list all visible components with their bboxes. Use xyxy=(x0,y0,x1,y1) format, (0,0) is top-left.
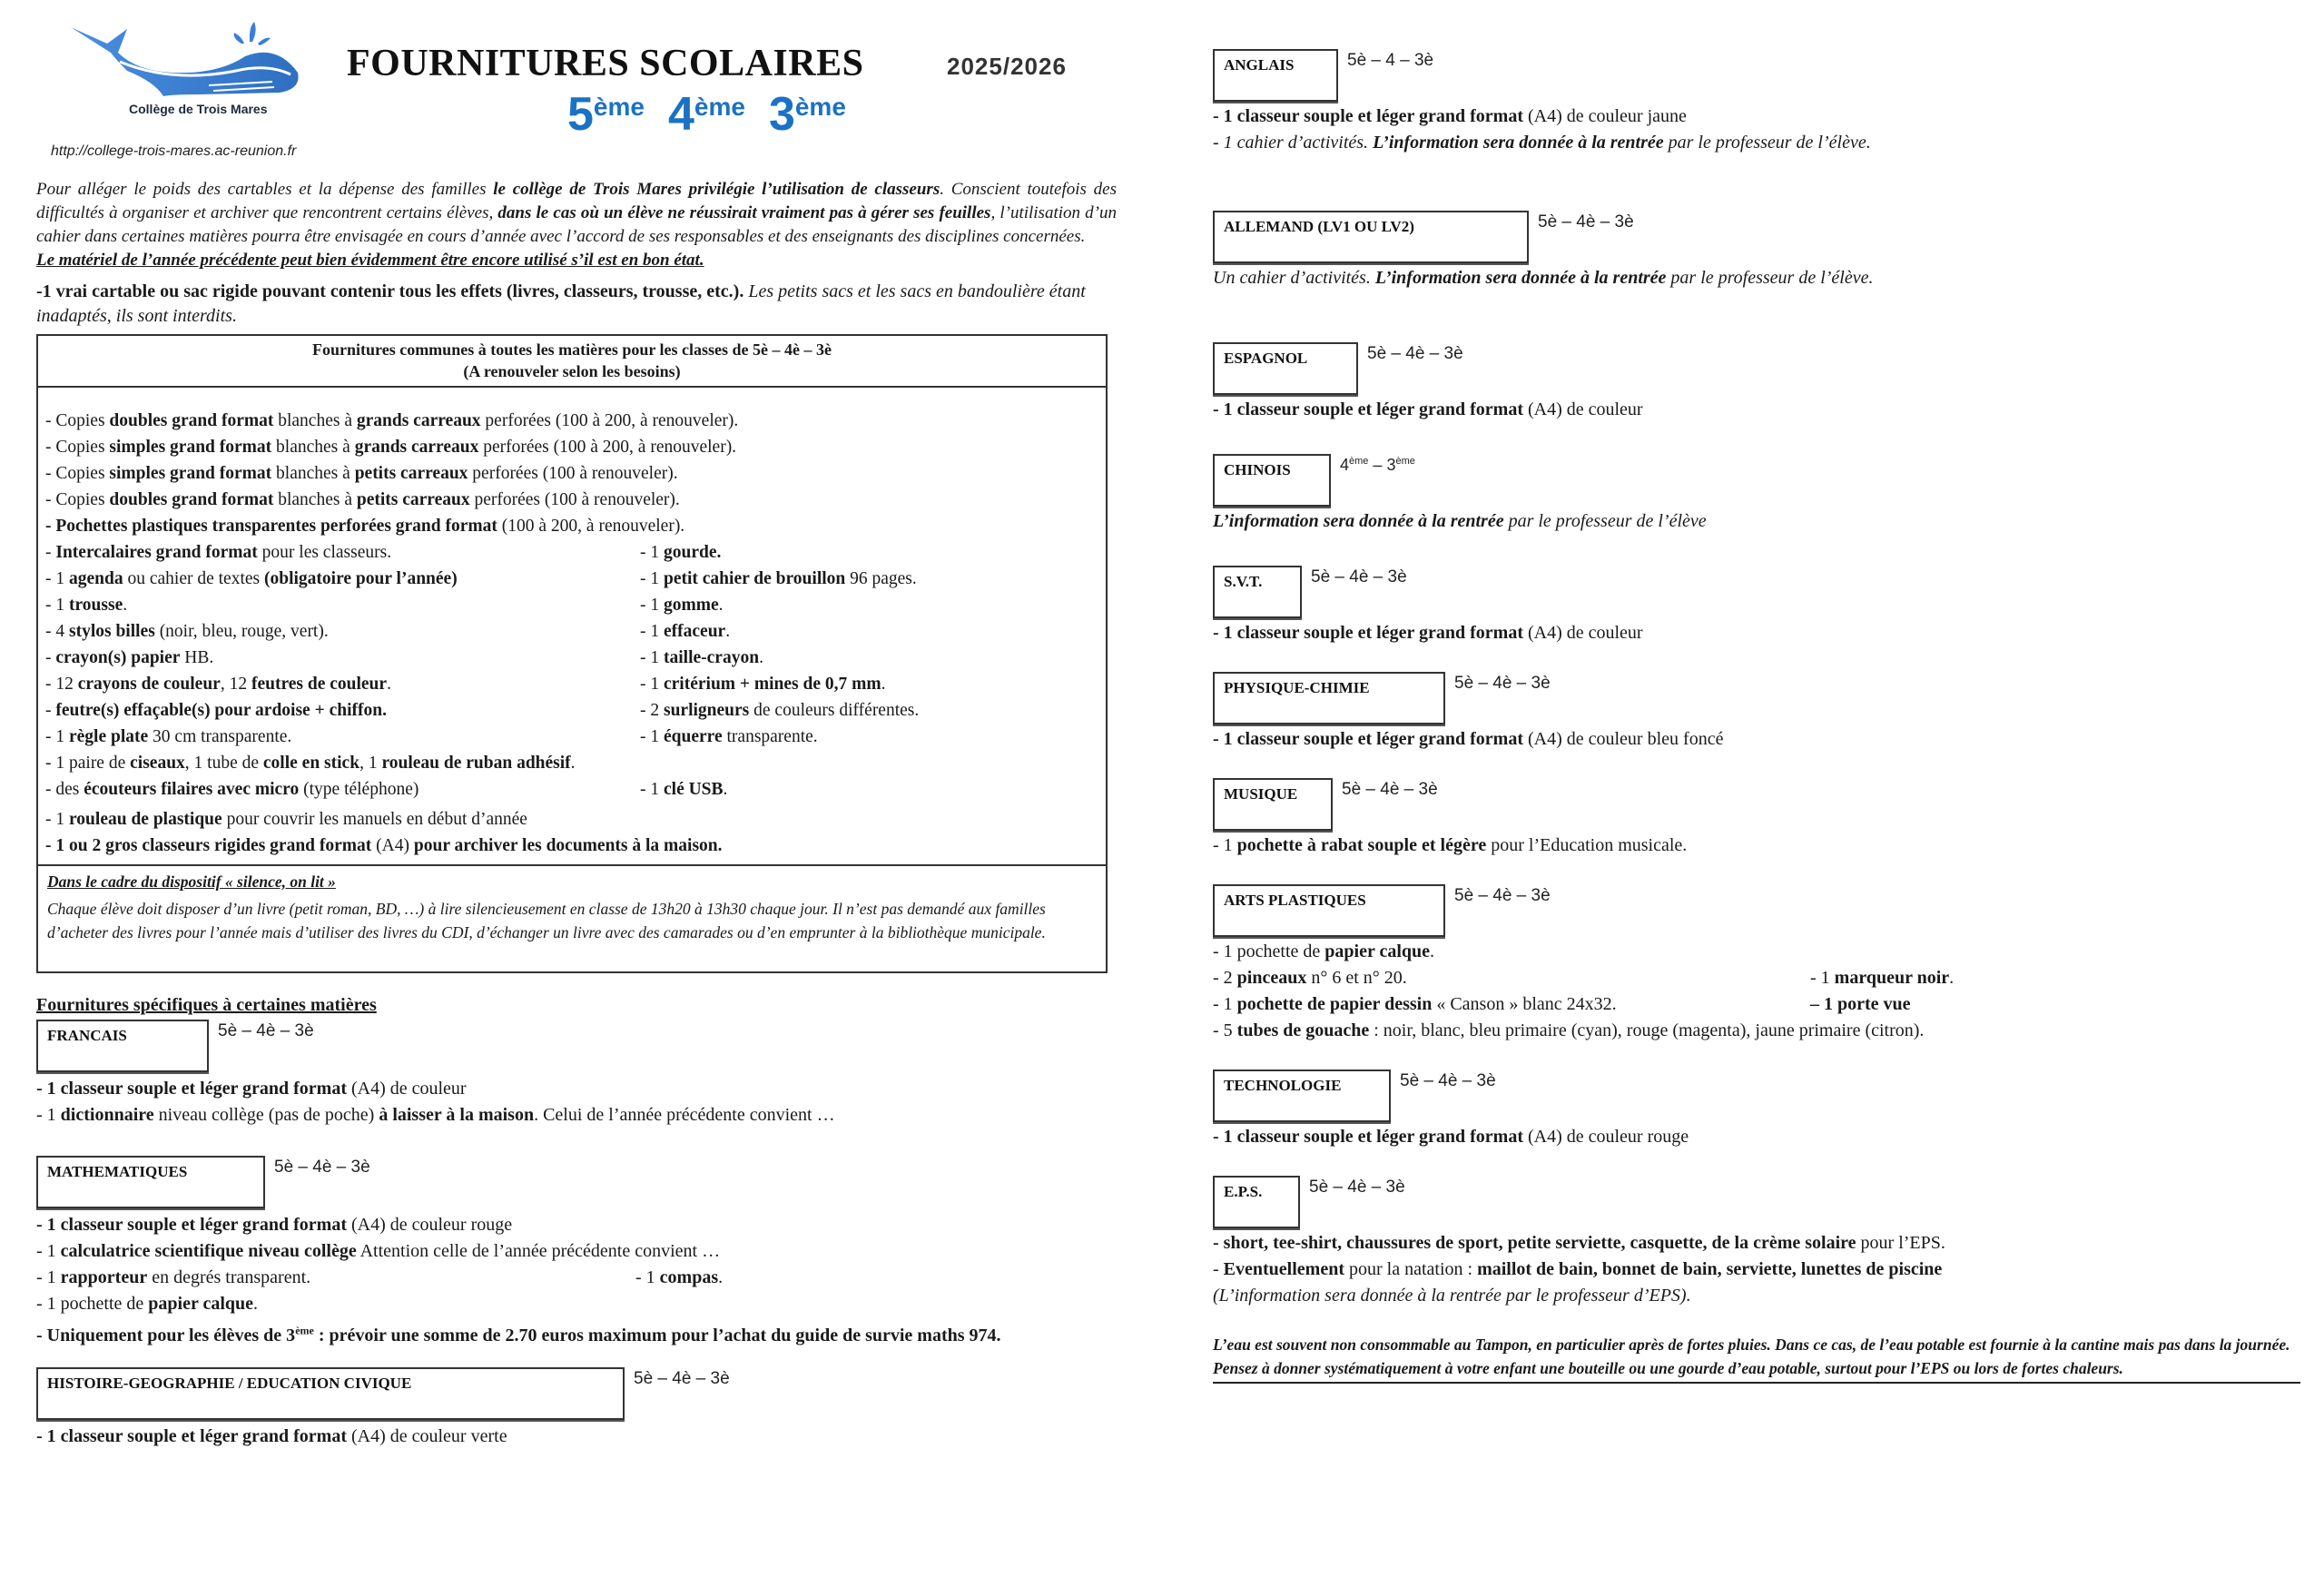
subject-grades: 5è – 4è – 3è xyxy=(1538,212,1634,232)
subject-grades: 5è – 4è – 3è xyxy=(274,1158,370,1177)
subject-maths xyxy=(36,1156,1117,1349)
logo-text: Collège de Trois Mares xyxy=(129,102,268,116)
list-item: - Intercalaires grand format pour les classeurs. - 1 gourde. xyxy=(45,543,722,562)
subject-svt xyxy=(1213,566,2311,646)
subject-items: L’information sera donnée à la rentrée par le professeur de l’élève xyxy=(1213,511,1707,531)
list-item: - 1 agenda ou cahier de textes (obligatoire pour l’année) - 1 petit cahier de brouillon 96 pages. xyxy=(45,569,917,588)
school-year: 2025/2026 xyxy=(947,53,1067,80)
subject-grades: 5è – 4è – 3è xyxy=(1454,886,1551,905)
subject-label: HISTOIRE-GEOGRAPHIE / EDUCATION CIVIQUE xyxy=(36,1367,625,1420)
subject-label: MATHEMATIQUES xyxy=(36,1156,265,1208)
specific-supplies-title: Fournitures spécifiques à certaines matières xyxy=(36,995,377,1015)
common-supplies-box xyxy=(36,334,1108,973)
subject-label: FRANCAIS xyxy=(36,1020,209,1072)
right-column xyxy=(1213,49,2311,1384)
subject-items: - 1 classeur souple et léger grand format (A4) de couleur jaune - 1 cahier d’activités. L’information sera donnée à la rentrée par le professeur de l’élève. xyxy=(1213,106,1871,153)
subject-physique xyxy=(1213,672,2311,753)
subject-items: - 1 classeur souple et léger grand format (A4) de couleur xyxy=(1213,623,1643,643)
subject-label: S.V.T. xyxy=(1213,566,1302,618)
subject-items: - 1 classeur souple et léger grand format (A4) de couleur - 1 dictionnaire niveau collège (pas de poche) à laisser à la maison. Celui de l’année précédente convient … xyxy=(36,1079,835,1125)
reuse-note: Le matériel de l’année précédente peut bien évidemment être encore utilisé s’il est en bon état. xyxy=(36,251,704,270)
list-item: - 1 règle plate 30 cm transparente. - 1 équerre transparente. xyxy=(45,727,818,746)
list-item: - Copies doubles grand format blanches à petits carreaux perforées (100 à renouveler). xyxy=(45,490,680,509)
subject-grades: 4ème – 3ème xyxy=(1340,456,1415,474)
common-supplies-header: Fournitures communes à toutes les matières pour les classes de 5è – 4è – 3è (A renouveler selon les besoins) xyxy=(38,336,1106,388)
level-3: 3ème xyxy=(768,88,846,141)
page-title: FOURNITURES SCOLAIRES xyxy=(347,43,864,84)
subject-espagnol xyxy=(1213,342,2311,423)
list-item: - Copies simples grand format blanches à grands carreaux perforées (100 à 200, à renouveler). xyxy=(45,438,737,457)
level-4: 4ème xyxy=(667,88,745,141)
subject-eps xyxy=(1213,1176,2311,1309)
subject-label: E.P.S. xyxy=(1213,1176,1300,1228)
divider xyxy=(1213,1382,2300,1384)
subject-label: ALLEMAND (LV1 OU LV2) xyxy=(1213,211,1529,263)
reading-program xyxy=(38,864,1106,971)
subject-items: - 1 pochette de papier calque. - 2 pinceaux n° 6 et n° 20. - 1 marqueur noir. - 1 pochette de papier dessin « Canson » blanc 24x32. – 1 porte vue - 5 tubes de gouache : noir, blanc, bleu primaire (cyan), rouge (magenta), jaune primaire (citron). xyxy=(1213,941,1955,1040)
list-item: - 1 ou 2 gros classeurs rigides grand format (A4) pour archiver les documents à la maison. xyxy=(45,836,723,855)
common-supplies-list xyxy=(38,388,1106,864)
subject-items: - 1 pochette à rabat souple et légère pour l’Education musicale. xyxy=(1213,835,1688,855)
list-item: - feutre(s) effaçable(s) pour ardoise + chiffon. - 2 surligneurs de couleurs différentes. xyxy=(45,701,920,720)
cartable-note: -1 vrai cartable ou sac rigide pouvant contenir tous les effets (livres, classeurs, trousse, etc.). Les petits sacs et les sacs en bandoulière étant inadaptés, ils sont interdits. xyxy=(36,281,1086,326)
left-column xyxy=(36,178,1117,1450)
list-item: - 4 stylos billes (noir, bleu, rouge, vert). - 1 effaceur. xyxy=(45,622,731,641)
subject-grades: 5è – 4 – 3è xyxy=(1347,51,1434,70)
subject-items: - 1 classeur souple et léger grand format (A4) de couleur bleu foncé xyxy=(1213,729,1724,749)
list-item: - 1 rouleau de plastique pour couvrir les manuels en début d’année xyxy=(45,810,527,829)
subject-label: ARTS PLASTIQUES xyxy=(1213,884,1445,937)
list-item: - Pochettes plastiques transparentes perforées grand format (100 à 200, à renouveler). xyxy=(45,517,685,536)
page-header xyxy=(0,0,1144,168)
subject-chinois xyxy=(1213,454,2311,535)
subject-label: CHINOIS xyxy=(1213,454,1331,507)
subject-histoire xyxy=(36,1367,1117,1450)
subject-francais xyxy=(36,1020,1117,1129)
subject-grades: 5è – 4è – 3è xyxy=(1309,1178,1405,1197)
list-item: - 1 trousse. - 1 gomme. xyxy=(45,596,724,615)
intro-paragraph: Pour alléger le poids des cartables et la dépense des familles le collège de Trois Mares privilégie l’utilisation de classeurs. Conscient toutefois des difficultés à organiser et archiver que rencontrent certains élèves, dans le cas où un élève ne réussirait vraiment pas à gérer ses feuilles, l’utilisation d’un cahier dans certaines matières pourra être envisagée en cours d’année avec l’accord de ses responsables et des enseignants des disciplines concernées. Le matériel de l’année précédente peut bien évidemment être encore utilisé s’il est en bon état. xyxy=(36,180,1118,270)
subject-label: MUSIQUE xyxy=(1213,778,1333,831)
subject-technologie xyxy=(1213,1069,2311,1150)
subject-items: - 1 classeur souple et léger grand format (A4) de couleur rouge - 1 calculatrice scientifique niveau collège Attention celle de l’année précédente convient … - 1 rapporteur en degrés transparent. - 1 compas. - 1 pochette de papier calque. - Uniquement pour les élèves de 3ème : prévoir une somme de 2.70 euros maximum pour l’achat du guide de survie maths 974. xyxy=(36,1215,1001,1345)
subject-musique xyxy=(1213,778,2311,859)
subject-items: Un cahier d’activités. L’information sera donnée à la rentrée par le professeur de l’élève. xyxy=(1213,268,1874,288)
subject-label: PHYSIQUE-CHIMIE xyxy=(1213,672,1445,724)
subject-anglais xyxy=(1213,49,2311,156)
list-item: - des écouteurs filaires avec micro (type téléphone) - 1 clé USB. xyxy=(45,780,728,799)
subject-grades: 5è – 4è – 3è xyxy=(1400,1071,1496,1090)
subject-label: TECHNOLOGIE xyxy=(1213,1069,1391,1122)
subject-label: ANGLAIS xyxy=(1213,49,1338,102)
school-url[interactable]: http://college-trois-mares.ac-reunion.fr xyxy=(51,143,297,159)
whale-icon xyxy=(64,16,309,98)
subject-arts xyxy=(1213,884,2311,1044)
subject-grades: 5è – 4è – 3è xyxy=(1342,780,1438,799)
subject-items: - 1 classeur souple et léger grand format (A4) de couleur verte xyxy=(36,1425,507,1446)
subject-grades: 5è – 4è – 3è xyxy=(634,1368,730,1388)
list-item: - crayon(s) papier HB. - 1 taille-crayon. xyxy=(45,648,763,667)
reading-title: Dans le cadre du dispositif « silence, on lit » xyxy=(47,872,336,891)
subject-items: - 1 classeur souple et léger grand format (A4) de couleur rouge xyxy=(1213,1127,1689,1147)
reading-text: Chaque élève doit disposer d’un livre (petit roman, BD, …) à lire silencieusement en classe de 13h20 à 13h30 chaque jour. Il n’est pas demandé aux familles d’acheter des livres pour l’année mais d’utiliser des livres du CDI, d’échanger un livre avec des camarades ou d’en emprunter à la bibliothèque municipale. xyxy=(47,900,1046,941)
level-5: 5ème xyxy=(567,88,645,141)
list-item: - Copies doubles grand format blanches à grands carreaux perforées (100 à 200, à renouveler). xyxy=(45,411,739,430)
subject-label: ESPAGNOL xyxy=(1213,342,1358,395)
grade-levels xyxy=(567,88,846,141)
subject-grades: 5è – 4è – 3è xyxy=(1454,674,1551,693)
school-logo xyxy=(64,16,309,125)
subject-allemand xyxy=(1213,211,2311,291)
subject-grades: 5è – 4è – 3è xyxy=(1311,567,1407,586)
list-item: - Copies simples grand format blanches à petits carreaux perforées (100 à renouveler). xyxy=(45,464,678,483)
subject-grades: 5è – 4è – 3è xyxy=(218,1021,314,1040)
water-note: L’eau est souvent non consommable au Tampon, en particulier après de fortes pluies. Dans ce cas, de l’eau potable est fournie à la cantine mais pas dans la journée. Pensez à donner systématiquement à votre enfant une bouteille ou une gourde d’eau potable, surtout pour l’EPS ou lors de fortes chaleurs. xyxy=(1213,1336,2290,1377)
list-item: - 1 paire de ciseaux, 1 tube de colle en stick, 1 rouleau de ruban adhésif. xyxy=(45,754,576,773)
subject-items: - 1 classeur souple et léger grand format (A4) de couleur xyxy=(1213,399,1643,419)
subject-items: - short, tee-shirt, chaussures de sport, petite serviette, casquette, de la crème solaire pour l’EPS. - Eventuellement pour la natation : maillot de bain, bonnet de bain, serviette, lunettes de piscine (L’information sera donnée à la rentrée par le professeur d’EPS). xyxy=(1213,1233,1945,1306)
subject-grades: 5è – 4è – 3è xyxy=(1367,344,1463,363)
list-item: - 12 crayons de couleur, 12 feutres de couleur. - 1 critérium + mines de 0,7 mm. xyxy=(45,675,886,694)
